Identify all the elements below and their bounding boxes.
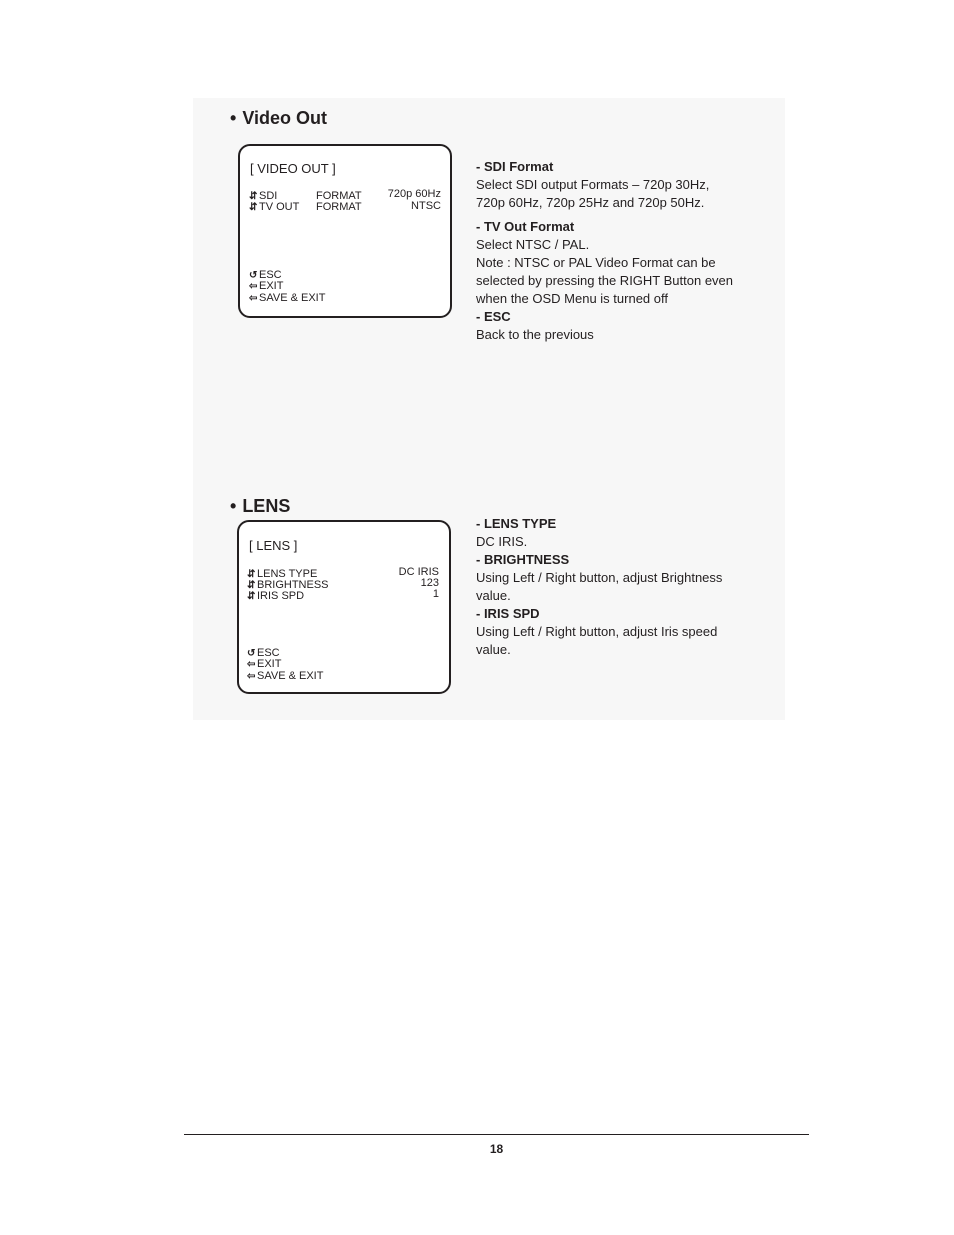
desc-line: value. — [476, 642, 511, 657]
osd-row-tv-out — [249, 202, 299, 213]
desc-line: 720p 60Hz, 720p 25Hz and 720p 50Hz. — [476, 195, 705, 210]
esc-icon: ↺ — [249, 270, 258, 281]
footer-rule — [184, 1134, 809, 1135]
section-title-text: LENS — [242, 496, 291, 516]
section-title-lens — [230, 496, 290, 517]
select-arrows-icon: ⇵ — [247, 591, 256, 602]
desc-heading: - LENS TYPE — [476, 516, 557, 531]
desc-heading: - ESC — [476, 309, 511, 324]
osd-title: [ LENS ] — [249, 538, 298, 553]
select-arrows-icon: ⇵ — [249, 191, 258, 202]
osd-footer-save-exit — [249, 293, 325, 304]
desc-line: Select NTSC / PAL. — [476, 237, 590, 252]
osd-menu-video-out — [238, 144, 452, 318]
bullet: • — [230, 108, 237, 128]
osd-row-value: 1 — [432, 588, 439, 600]
osd-row-label: SDI — [259, 190, 278, 202]
osd-row-value: NTSC — [411, 200, 441, 212]
lens-description — [476, 515, 776, 659]
osd-footer-save-exit — [247, 671, 323, 682]
osd-row-iris-spd — [247, 591, 304, 602]
osd-row-value: 720p 60Hz — [387, 188, 441, 200]
osd-footer-label: EXIT — [259, 280, 284, 292]
osd-row-value: DC IRIS — [398, 566, 439, 578]
exit-icon: ⇦ — [247, 659, 256, 670]
desc-line: DC IRIS. — [476, 534, 528, 549]
desc-heading: - TV Out Format — [476, 219, 575, 234]
exit-icon: ⇦ — [249, 281, 258, 292]
select-arrows-icon: ⇵ — [247, 569, 256, 580]
desc-heading: - SDI Format — [476, 159, 554, 174]
osd-row-label: BRIGHTNESS — [257, 579, 329, 591]
desc-line: selected by pressing the RIGHT Button even — [476, 273, 734, 288]
osd-footer-label: SAVE & EXIT — [259, 292, 326, 304]
bullet: • — [230, 496, 237, 516]
osd-title: [ VIDEO OUT ] — [250, 161, 336, 176]
osd-menu-lens — [237, 520, 451, 694]
osd-row-label: LENS TYPE — [257, 568, 318, 580]
page-number: 18 — [489, 1142, 504, 1156]
section-title-video-out — [230, 108, 327, 129]
desc-heading: - IRIS SPD — [476, 606, 540, 621]
osd-footer-label: EXIT — [257, 658, 282, 670]
desc-line: Using Left / Right button, adjust Brightness — [476, 570, 723, 585]
osd-row-field: FORMAT — [316, 201, 362, 213]
osd-row-field: FORMAT — [316, 190, 362, 202]
select-arrows-icon: ⇵ — [247, 580, 256, 591]
osd-row-label: TV OUT — [259, 201, 300, 213]
desc-line: Back to the previous — [476, 327, 594, 342]
osd-footer-exit — [247, 659, 281, 670]
video-out-description — [476, 158, 776, 344]
select-arrows-icon: ⇵ — [249, 202, 258, 213]
osd-row-label: IRIS SPD — [257, 590, 305, 602]
save-exit-icon: ⇦ — [249, 293, 258, 304]
desc-line: when the OSD Menu is turned off — [476, 291, 668, 306]
desc-line: Select SDI output Formats – 720p 30Hz, — [476, 177, 710, 192]
osd-footer-label: SAVE & EXIT — [257, 670, 324, 682]
desc-heading: - BRIGHTNESS — [476, 552, 570, 567]
section-title-text: Video Out — [242, 108, 327, 128]
osd-footer-label: ESC — [257, 647, 280, 659]
osd-footer-label: ESC — [259, 269, 282, 281]
desc-line: Using Left / Right button, adjust Iris speed — [476, 624, 718, 639]
osd-row-value: 123 — [420, 577, 439, 589]
esc-icon: ↺ — [247, 648, 256, 659]
desc-line: value. — [476, 588, 511, 603]
save-exit-icon: ⇦ — [247, 671, 256, 682]
osd-footer-exit — [249, 281, 283, 292]
desc-line: Note : NTSC or PAL Video Format can be — [476, 255, 716, 270]
